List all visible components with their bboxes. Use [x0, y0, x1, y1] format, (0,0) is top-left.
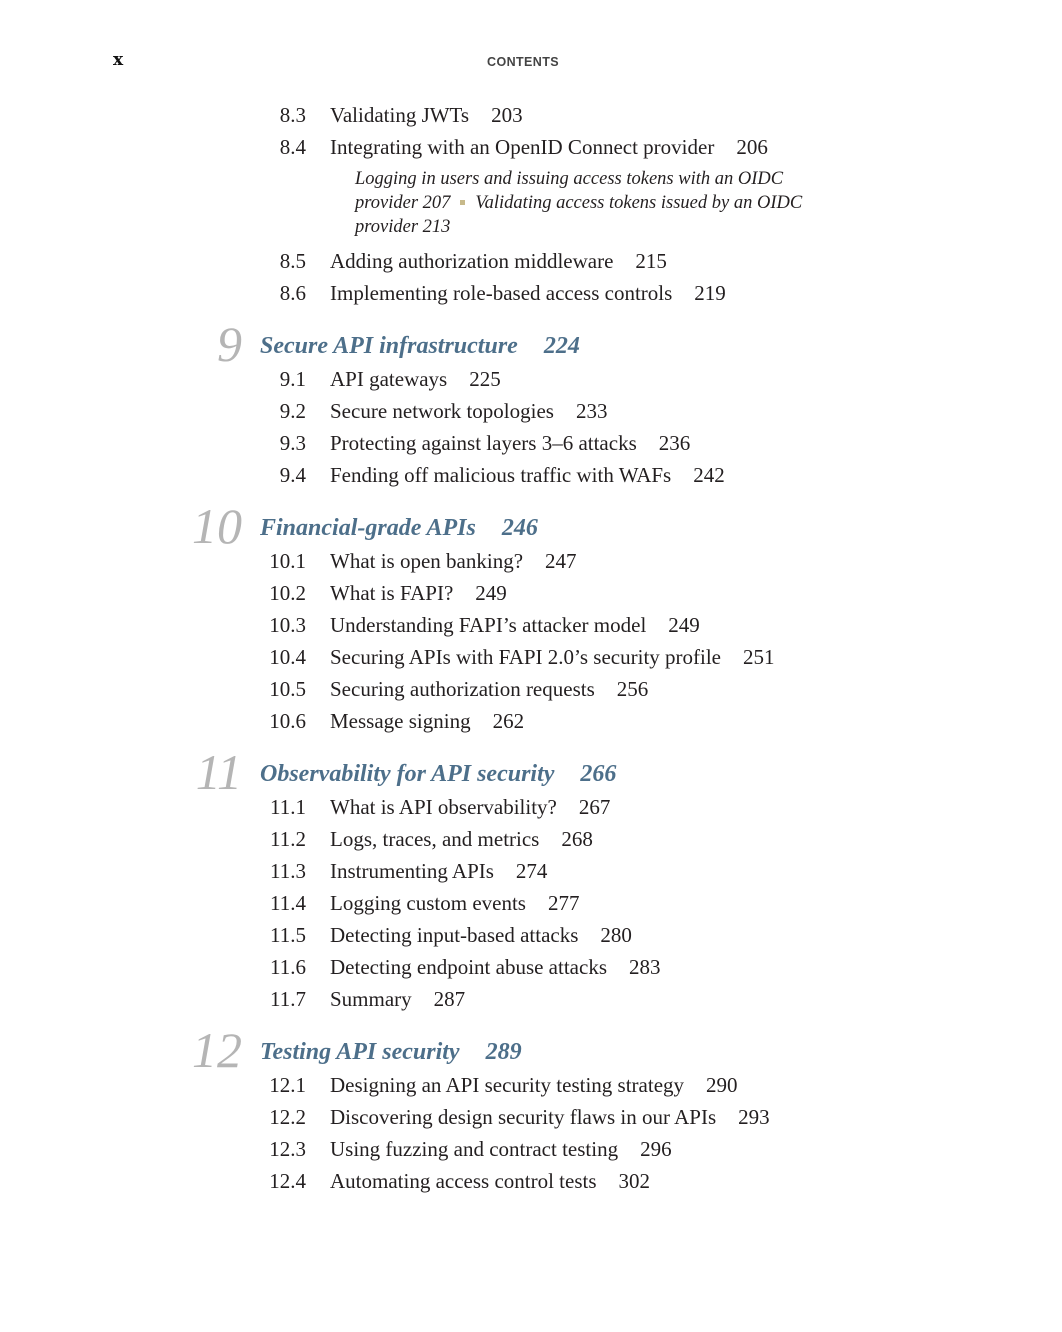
chapter-title: Secure API infrastructure 224	[260, 333, 580, 359]
chapter-page: 266	[580, 761, 617, 787]
section-number: 10.3	[269, 613, 306, 637]
section-number: 8.4	[279, 135, 306, 159]
toc-entry[interactable]	[0, 613, 1062, 637]
section-number: 8.6	[279, 281, 306, 305]
toc-entry[interactable]	[0, 549, 1062, 573]
section-title: Logs, traces, and metrics 268	[330, 827, 593, 851]
toc-entry[interactable]	[0, 645, 1062, 669]
toc-entry[interactable]	[0, 1169, 1062, 1193]
toc-entry[interactable]	[0, 135, 1062, 159]
section-page: 233	[575, 399, 608, 423]
running-head: CONTENTS	[487, 55, 559, 69]
section-number: 10.1	[269, 549, 306, 573]
section-page: 215	[635, 249, 667, 273]
section-page: 280	[600, 923, 632, 947]
toc-entry[interactable]	[0, 103, 1062, 127]
section-number: 9.3	[279, 431, 306, 455]
section-title: Implementing role-based access controls 219	[330, 281, 726, 305]
section-page: 268	[561, 827, 593, 851]
section-title: What is FAPI? 249	[330, 581, 507, 605]
chapter-page: 224	[543, 333, 580, 359]
section-page: 251	[743, 645, 775, 669]
section-number: 11.6	[270, 955, 306, 979]
toc-entry[interactable]	[0, 923, 1062, 947]
section-title: Securing authorization requests 256	[330, 677, 649, 701]
toc-entry[interactable]	[0, 399, 1062, 423]
section-number: 9.1	[279, 367, 306, 391]
subsection-line[interactable]: provider 213	[355, 217, 451, 237]
toc-entry[interactable]	[0, 463, 1062, 487]
section-page: 256	[616, 677, 649, 701]
section-title: Adding authorization middleware 215	[330, 249, 667, 273]
chapter-heading[interactable]	[0, 744, 1062, 800]
section-title: Validating JWTs 203	[330, 103, 523, 127]
section-title: API gateways 225	[330, 367, 501, 391]
section-number: 12.3	[269, 1137, 306, 1161]
section-title: Automating access control tests 302	[330, 1169, 651, 1193]
section-page: 290	[706, 1073, 738, 1097]
section-number: 10.5	[269, 677, 306, 701]
chapter-number: 10	[192, 498, 242, 554]
section-title: Logging custom events 277	[330, 891, 580, 915]
section-title: Detecting input-based attacks 280	[330, 923, 632, 947]
chapter-page: 246	[501, 515, 538, 541]
toc-entry[interactable]	[0, 249, 1062, 273]
section-page: 277	[547, 891, 580, 915]
section-number: 12.2	[269, 1105, 306, 1129]
section-page: 249	[668, 613, 700, 637]
section-page: 249	[475, 581, 507, 605]
toc-entry[interactable]	[0, 1137, 1062, 1161]
toc-entry[interactable]	[0, 281, 1062, 305]
section-page: 236	[658, 431, 691, 455]
section-page: 247	[545, 549, 577, 573]
chapter-heading[interactable]	[0, 498, 1062, 554]
chapter-title: Observability for API security 266	[260, 761, 617, 787]
section-number: 10.4	[269, 645, 306, 669]
section-title: Discovering design security flaws in our APIs 293	[330, 1105, 770, 1129]
section-page: 293	[738, 1105, 770, 1129]
section-page: 262	[492, 709, 525, 733]
toc-entry[interactable]	[0, 677, 1062, 701]
section-number: 9.2	[279, 399, 306, 423]
subsection-line[interactable]: Logging in users and issuing access tokens with an OIDC	[355, 169, 784, 189]
section-number: 8.3	[279, 103, 306, 127]
section-page: 302	[618, 1169, 651, 1193]
section-page: 296	[640, 1137, 672, 1161]
section-title: Using fuzzing and contract testing 296	[330, 1137, 672, 1161]
subsection-list	[355, 167, 835, 239]
chapter-heading[interactable]	[0, 316, 1062, 372]
section-page: 274	[515, 859, 548, 883]
section-page: 203	[491, 103, 523, 127]
toc-entry[interactable]	[0, 581, 1062, 605]
section-page: 206	[736, 135, 768, 159]
subsection-line[interactable]: provider 207 Validating access tokens issued by an OIDC	[355, 193, 803, 213]
section-title: What is API observability? 267	[330, 795, 611, 819]
section-page: 225	[469, 367, 501, 391]
section-title: Protecting against layers 3–6 attacks 236	[330, 431, 691, 455]
chapter-title: Testing API security 289	[260, 1039, 522, 1065]
section-number: 11.5	[270, 923, 306, 947]
section-page: 219	[694, 281, 726, 305]
section-page: 267	[578, 795, 611, 819]
section-page: 283	[629, 955, 661, 979]
section-page: 242	[693, 463, 725, 487]
section-number: 11.2	[270, 827, 306, 851]
section-number: 11.1	[270, 795, 306, 819]
toc-entry[interactable]	[0, 709, 1062, 733]
chapter-number: 9	[217, 316, 242, 372]
toc-entry[interactable]	[0, 431, 1062, 455]
section-title: Secure network topologies 233	[330, 399, 608, 423]
section-page: 287	[433, 987, 466, 1011]
toc-entry[interactable]	[0, 827, 1062, 851]
section-number: 10.6	[269, 709, 306, 733]
chapter-number: 12	[192, 1022, 242, 1078]
toc-entry[interactable]	[0, 367, 1062, 391]
section-number: 11.4	[270, 891, 306, 915]
section-number: 12.1	[269, 1073, 306, 1097]
section-number: 12.4	[269, 1169, 306, 1193]
toc-entry[interactable]	[0, 1073, 1062, 1097]
section-title: Understanding FAPI’s attacker model 249	[330, 613, 700, 637]
bullet-separator-icon	[460, 200, 465, 205]
toc-entry[interactable]	[0, 955, 1062, 979]
section-title: Securing APIs with FAPI 2.0’s security profile 251	[330, 645, 775, 669]
section-number: 10.2	[269, 581, 306, 605]
section-number: 11.7	[270, 987, 306, 1011]
section-title: Message signing 262	[330, 709, 525, 733]
section-title: Instrumenting APIs 274	[330, 859, 548, 883]
toc-entry[interactable]	[0, 987, 1062, 1011]
toc-entry[interactable]	[0, 891, 1062, 915]
section-title: What is open banking? 247	[330, 549, 577, 573]
section-title: Designing an API security testing strategy 290	[330, 1073, 738, 1097]
section-title: Fending off malicious traffic with WAFs 242	[330, 463, 725, 487]
section-title: Integrating with an OpenID Connect provider 206	[330, 135, 768, 159]
chapter-heading[interactable]	[0, 1022, 1062, 1078]
toc-entry[interactable]	[0, 1105, 1062, 1129]
chapter-page: 289	[485, 1039, 522, 1065]
section-number: 9.4	[279, 463, 306, 487]
page-folio: x	[113, 50, 124, 70]
chapter-title: Financial-grade APIs 246	[260, 515, 538, 541]
toc-entry[interactable]	[0, 859, 1062, 883]
toc-entry[interactable]	[0, 795, 1062, 819]
chapter-number: 11	[195, 744, 242, 800]
section-title: Detecting endpoint abuse attacks 283	[330, 955, 661, 979]
section-title: Summary 287	[330, 987, 466, 1011]
section-number: 11.3	[270, 859, 306, 883]
section-number: 8.5	[279, 249, 306, 273]
